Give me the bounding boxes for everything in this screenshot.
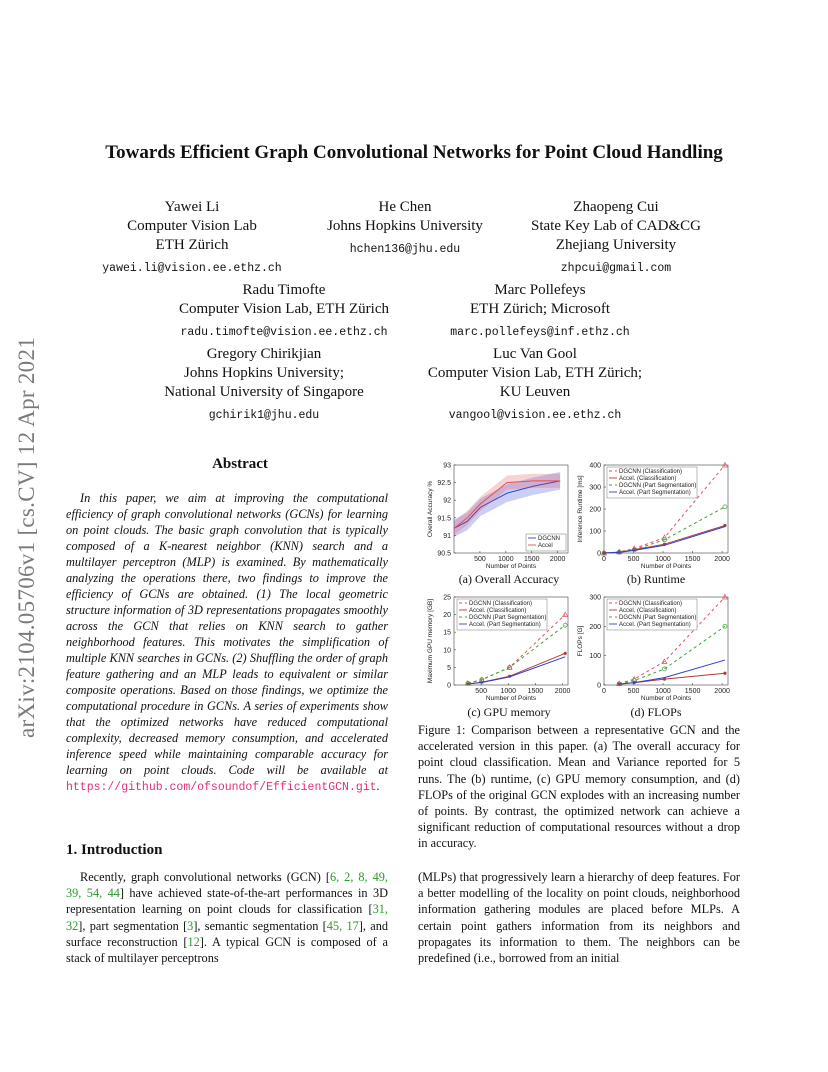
- author-affiliation: Computer Vision Lab, ETH Zürich: [178, 301, 390, 317]
- chart-panel: [577, 463, 730, 571]
- data-point: [662, 667, 666, 671]
- legend-entry: DGCNN (Classification): [619, 601, 683, 607]
- y-tick-label: 5: [447, 664, 451, 672]
- abstract-heading: Abstract: [212, 456, 268, 472]
- author-email[interactable]: zhpcui@gmail.com: [560, 262, 672, 275]
- y-tick-label: 100: [589, 528, 601, 536]
- x-tick-label: 0: [602, 688, 606, 695]
- y-tick-label: 90.5: [437, 550, 451, 558]
- arxiv-identifier: arXiv:2104.05706v1 [cs.CV] 12 Apr 2021: [14, 336, 39, 738]
- subcaption-c: (c) GPU memory: [467, 705, 551, 719]
- data-point: [723, 624, 727, 628]
- x-tick-label: 1500: [684, 556, 701, 563]
- legend-entry: Accel. (Part Segmentation): [469, 622, 541, 628]
- y-tick-label: 92: [443, 497, 451, 505]
- author-name: He Chen: [378, 199, 432, 215]
- chart-panel: [427, 595, 570, 703]
- figure-caption: Figure 1: Comparison between a representative GCN and the accelerated version in this paper. (a) The overall accuracy for point cloud classification. Mean and Variance reported for 5 runs. The (b) runtime, (c) GPU memory consumption, and (d) FLOPs of the original GCN explodes with an increasing number of points. By contrast, the optimized network can achieve a significant reduction of computational resources without a drop in accuracy.: [418, 723, 740, 851]
- x-tick-label: 2000: [714, 556, 730, 563]
- author-affiliation: Computer Vision Lab, ETH Zürich;: [427, 365, 643, 381]
- legend-entry: Accel. (Classification): [469, 608, 527, 614]
- citation-link[interactable]: 45, 17: [326, 918, 359, 933]
- y-tick-label: 200: [589, 623, 601, 631]
- author-affiliation: Zhejiang University: [555, 237, 677, 253]
- x-tick-label: 500: [627, 688, 640, 695]
- intro-text: ], semantic segmentation [: [193, 918, 327, 933]
- y-tick-label: 91.5: [437, 515, 451, 523]
- legend: [526, 534, 566, 551]
- intro-text: ], and surface reconstruction [: [66, 918, 388, 949]
- series-line: [468, 653, 565, 684]
- y-axis-label: Maximum GPU memory [GB]: [427, 598, 434, 684]
- x-tick-label: 1500: [523, 556, 540, 563]
- intro-left-column: [66, 869, 388, 966]
- author-name: Luc Van Gool: [493, 346, 577, 362]
- author-block: [164, 281, 404, 342]
- author-block: [506, 198, 726, 278]
- author-affiliation: Computer Vision Lab: [127, 218, 257, 234]
- author-block: [305, 198, 505, 259]
- x-tick-label: 500: [474, 556, 486, 563]
- author-affiliation: National University of Singapore: [164, 384, 364, 400]
- x-axis-label: Number of Points: [640, 563, 692, 570]
- x-tick-label: 2000: [549, 556, 566, 563]
- data-point: [723, 672, 726, 675]
- x-tick-label: 1000: [655, 556, 671, 563]
- author-affiliation: KU Leuven: [499, 384, 571, 400]
- author-affiliation: Johns Hopkins University;: [183, 365, 344, 381]
- series-line: [619, 660, 725, 684]
- intro-right-column: (MLPs) that progressively learn a hierarchy of deep features. For a better modelling of the locality on point clouds, neighborhood information gathering modules are placed before MLPs. A certain point gathers information from its neighbors and propagates its information to them. The neighbors can be predefined (i.e., borrowed from an initial: [418, 870, 740, 966]
- author-affiliation: State Key Lab of CAD&CG: [531, 218, 701, 234]
- y-tick-label: 91: [443, 532, 451, 540]
- intro-text: Recently, graph convolutional networks (GCN) [: [80, 870, 330, 884]
- y-tick-label: 200: [589, 506, 601, 514]
- y-tick-label: 0: [597, 550, 601, 558]
- legend-entry: Accel. (Classification): [619, 608, 677, 614]
- author-block: [92, 198, 292, 278]
- legend: [607, 599, 697, 630]
- legend-entry: DGCNN: [538, 536, 560, 542]
- x-tick-label: 1500: [527, 688, 544, 695]
- paper-title: Towards Efficient Graph Convolutional Networks for Point Cloud Handling: [105, 142, 723, 163]
- data-point: [564, 652, 567, 655]
- citation-link[interactable]: 31, 32: [66, 902, 388, 933]
- y-tick-label: 15: [443, 629, 451, 637]
- author-email[interactable]: marc.pollefeys@inf.ethz.ch: [450, 326, 630, 339]
- author-block: [430, 281, 650, 342]
- series-line: [604, 507, 725, 553]
- legend-entry: DGCNN (Part Segmentation): [619, 483, 697, 489]
- x-axis-label: Number of Points: [640, 695, 692, 702]
- intro-text: ]. A typical GCN is composed of a stack of multilayer perceptrons: [66, 934, 388, 966]
- author-name: Gregory Chirikjian: [206, 346, 322, 362]
- x-tick-label: 1000: [500, 688, 517, 695]
- y-axis-label: Overall Accuracy %: [427, 480, 434, 538]
- author-block: [410, 345, 660, 425]
- author-affiliation: ETH Zürich: [155, 237, 229, 253]
- x-tick-label: 1000: [498, 556, 514, 563]
- x-tick-label: 2000: [554, 688, 571, 695]
- citation-link[interactable]: 3: [187, 918, 194, 933]
- subcaption-a: (a) Overall Accuracy: [458, 572, 560, 586]
- y-tick-label: 0: [597, 682, 601, 690]
- x-axis-label: Number of Points: [485, 563, 537, 570]
- author-name: Marc Pollefeys: [494, 282, 586, 298]
- y-tick-label: 93: [443, 462, 451, 470]
- x-tick-label: 2000: [714, 688, 730, 695]
- y-tick-label: 92.5: [437, 480, 451, 488]
- legend-entry: DGCNN (Classification): [469, 601, 533, 607]
- citation-link[interactable]: 6, 2, 8, 49, 39, 54, 44: [66, 870, 388, 901]
- intro-text: ] have achieved state-of-the-art performances in 3D representation learning on point clouds for classification [: [66, 886, 388, 917]
- code-link[interactable]: https://github.com/ofsoundof/EfficientGCN.git: [66, 781, 377, 794]
- x-tick-label: 500: [627, 556, 640, 563]
- figure-1: [414, 455, 744, 723]
- y-tick-label: 400: [589, 462, 601, 470]
- author-email[interactable]: gchirik1@jhu.edu: [208, 409, 320, 422]
- author-email[interactable]: vangool@vision.ee.ethz.ch: [448, 409, 622, 422]
- author-email[interactable]: yawei.li@vision.ee.ethz.ch: [102, 262, 282, 275]
- x-tick-label: 500: [475, 688, 487, 695]
- author-name: Zhaopeng Cui: [573, 199, 659, 215]
- legend-entry: DGCNN (Classification): [619, 469, 683, 475]
- intro-text: ], part segmentation [: [78, 918, 188, 933]
- author-name: Yawei Li: [164, 199, 220, 215]
- x-tick-label: 1500: [684, 688, 701, 695]
- subcaption-b: (b) Runtime: [626, 572, 686, 586]
- abstract-body: In this paper, we aim at improving the computational efficiency of graph convolutional networks (GCNs) for learning on point clouds. The basic graph convolution that is typically composed of a K-nearest neighbor (KNN) search and a multilayer perceptron (MLP) is examined. By mathematically analyzing the operations there, two findings to improve the efficiency of GCNs are obtained. (1) The local geometric structure information of 3D representations propagates smoothly across the GCN that relies on KNN search to gather neighborhood features. This motivates the simplification of multiple KNN searches in GCNs. (2) Shuffling the order of graph feature gathering and an MLP leads to equivalent or similar composite operations. Based on those findings, we optimize the computational procedure in GCNs. A series of experiments show that the optimized networks have reduced computational complexity, decreased memory consumption, and accelerated inference speed while maintaining comparable accuracy for learning on point clouds. Code will be available at: [66, 491, 388, 777]
- author-email[interactable]: radu.timofte@vision.ee.ethz.ch: [180, 326, 388, 339]
- y-tick-label: 300: [589, 594, 601, 602]
- author-block: [144, 345, 384, 425]
- chart-panel: [427, 463, 568, 571]
- x-axis-label: Number of Points: [485, 695, 537, 702]
- x-tick-label: 1000: [655, 688, 671, 695]
- author-affiliation: ETH Zürich; Microsoft: [470, 301, 610, 317]
- legend-entry: Accel. (Part Segmentation): [619, 622, 691, 628]
- author-affiliation: Johns Hopkins University: [327, 218, 483, 234]
- x-tick-label: 0: [602, 556, 606, 563]
- section-heading: 1. Introduction: [66, 842, 163, 858]
- legend-entry: Accel. (Classification): [619, 476, 677, 482]
- abstract-text: [66, 490, 388, 796]
- legend: [457, 599, 547, 630]
- legend-entry: DGCNN (Part Segmentation): [469, 615, 547, 621]
- y-axis-label: FLOPs [G]: [577, 625, 584, 657]
- data-point: [563, 612, 568, 617]
- author-email[interactable]: hchen136@jhu.edu: [349, 243, 461, 256]
- author-name: Radu Timofte: [242, 282, 326, 298]
- legend: [607, 467, 697, 498]
- legend-entry: Accel: [538, 543, 553, 549]
- data-point: [723, 505, 727, 509]
- abstract-end: .: [376, 779, 380, 793]
- y-tick-label: 10: [443, 647, 451, 655]
- subcaption-d: (d) FLOPs: [630, 705, 682, 719]
- chart-panel: [577, 595, 730, 703]
- citation-link[interactable]: 12: [187, 934, 200, 949]
- y-tick-label: 300: [589, 484, 601, 492]
- legend-entry: DGCNN (Part Segmentation): [619, 615, 697, 621]
- y-tick-label: 25: [443, 594, 451, 602]
- legend-entry: Accel. (Part Segmentation): [619, 490, 691, 496]
- y-tick-label: 0: [447, 682, 451, 690]
- y-tick-label: 20: [443, 612, 451, 620]
- y-axis-label: Inference Runtime [ms]: [577, 475, 584, 543]
- y-tick-label: 100: [589, 653, 601, 661]
